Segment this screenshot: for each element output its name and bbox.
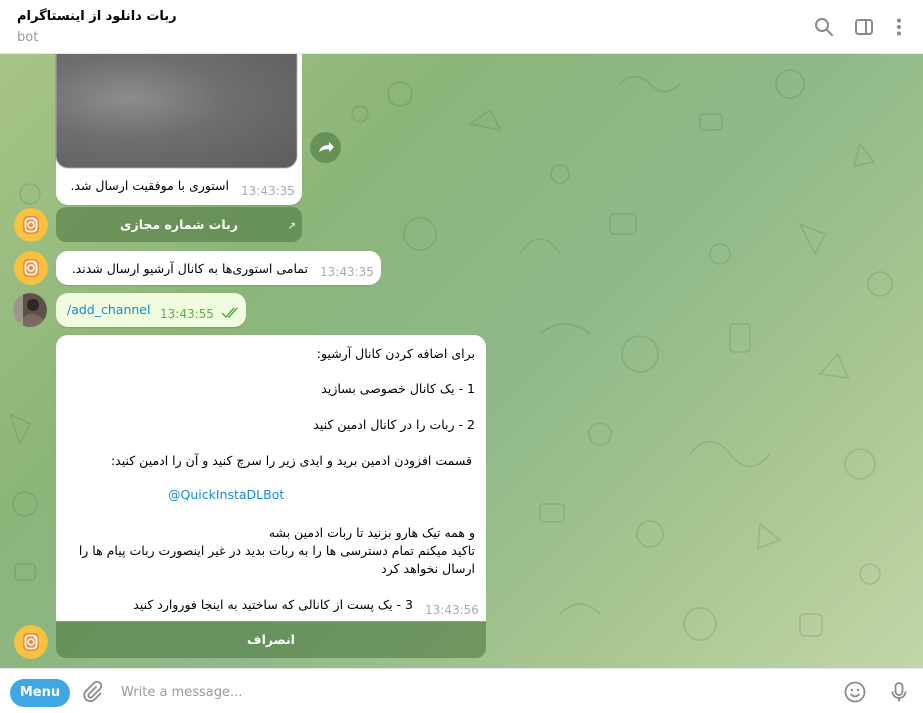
sidebar-toggle-icon[interactable] (852, 15, 876, 39)
message-text: تمامی استوری‌ها به کانال آرشیو ارسال شدند. (71, 261, 308, 276)
chat-subtitle: bot (17, 30, 39, 45)
message-time: 13:43:55 (160, 307, 214, 321)
story-photo[interactable] (56, 54, 297, 168)
message-bubble[interactable] (56, 335, 486, 621)
bot-avatar[interactable] (14, 208, 48, 242)
inline-button-label: ربات شماره مجازی (120, 217, 238, 232)
message-composer (0, 668, 923, 713)
user-avatar[interactable] (13, 293, 47, 327)
emoji-icon[interactable] (843, 680, 867, 704)
message-text: استوری با موفقیت ارسال شد. (70, 178, 229, 193)
share-button[interactable] (310, 132, 341, 163)
cancel-inline-button[interactable] (56, 622, 486, 658)
message-line: 1 - یک کانال خصوصی بسازید (321, 381, 475, 396)
external-link-icon: ↗ (287, 221, 296, 232)
bot-menu-button[interactable]: Menu (10, 679, 70, 707)
share-icon (310, 132, 341, 163)
chat-title[interactable]: ربات دانلود از اینستاگرام (17, 9, 177, 24)
inline-button-virtual-number[interactable] (56, 207, 302, 242)
message-bubble-own[interactable] (56, 293, 246, 327)
command-link[interactable]: /add_channel (67, 302, 151, 317)
microphone-icon[interactable] (887, 680, 911, 704)
message-time: 13:43:56 (425, 603, 479, 617)
message-line: ارسال نخواهد کرد (381, 561, 475, 576)
inline-button-label: انصراف (247, 632, 295, 647)
message-line: برای اضافه کردن کانال آرشیو: (316, 346, 475, 361)
more-vertical-icon[interactable] (887, 15, 911, 39)
message-time: 13:43:35 (241, 184, 295, 198)
message-bubble[interactable] (56, 54, 302, 205)
chat-history[interactable] (0, 54, 923, 668)
message-time: 13:43:35 (320, 265, 374, 279)
bot-avatar[interactable] (14, 251, 48, 285)
message-line: و همه تیک هارو بزنید تا ربات ادمین بشه (268, 525, 475, 540)
message-line: قسمت افزودن ادمین برید و ایدی زیر را سرچ کنید و آن را ادمین کنید: (110, 453, 472, 468)
message-line: تاکید میکنم تمام دسترسی ها را به ربات بدید در غیر اینصورت ربات پیام ها را (78, 543, 475, 558)
message-input[interactable] (114, 677, 814, 707)
search-icon[interactable] (812, 15, 836, 39)
message-line: 2 - ربات را در کانال ادمین کنید (313, 417, 475, 432)
message-bubble[interactable] (56, 251, 381, 285)
chat-header (0, 0, 923, 54)
attach-icon[interactable] (80, 680, 104, 704)
message-line: 3 - یک پست از کانالی که ساختید به اینجا فوروارد کنید (133, 597, 413, 612)
read-checkmarks-icon (221, 307, 241, 319)
bot-username-link[interactable]: @QuickInstaDLBot (168, 487, 285, 502)
bot-avatar[interactable] (14, 625, 48, 659)
